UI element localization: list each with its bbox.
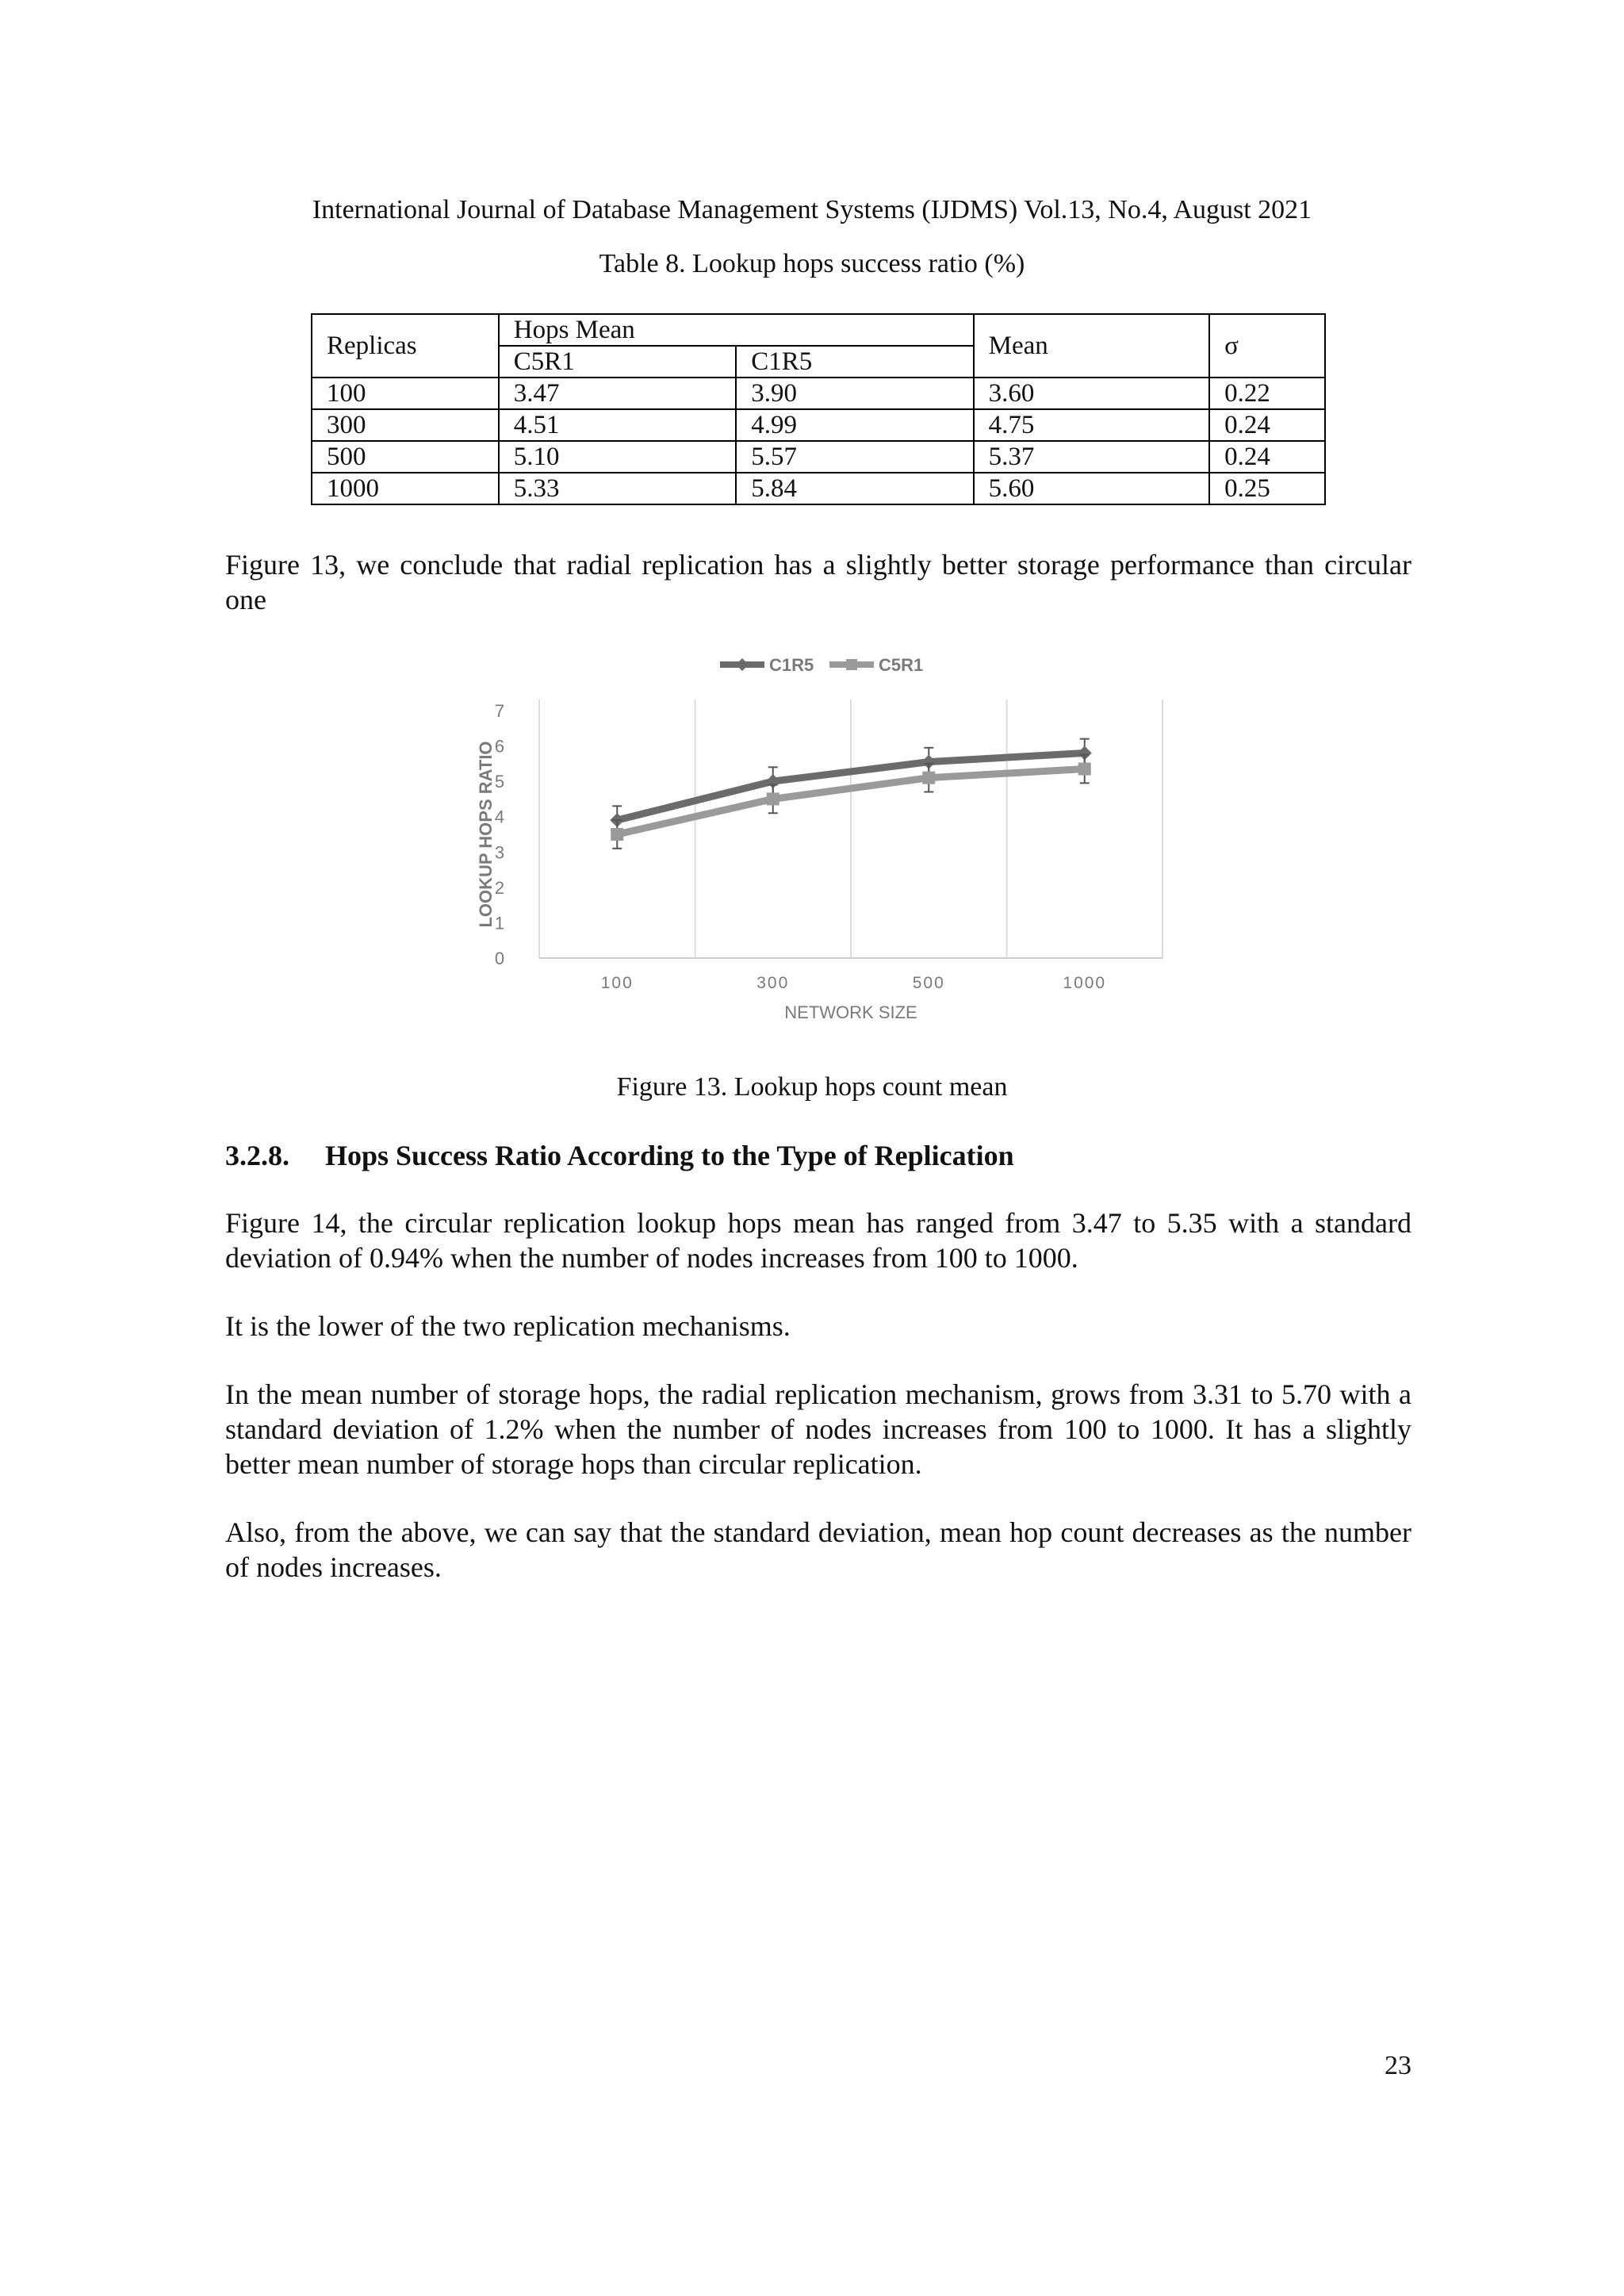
section-number: 3.2.8. (225, 1140, 289, 1171)
body-paragraph: In the mean number of storage hops, the radial replication mechanism, grows from 3.31 to 5.70 with a standard deviation of 1.2% when the number of nodes increases from 100 to 1000. It has a slightly better mean number of storage hops than circular replication. (225, 1378, 1411, 1480)
table-cell: 4.99 (736, 409, 973, 441)
table-row (312, 441, 1325, 473)
table-cell: 5.37 (974, 441, 1209, 473)
page-number: 23 (1385, 2051, 1411, 2080)
y-tick-label: 0 (494, 949, 505, 968)
x-tick-label: 100 (600, 974, 634, 992)
table-cell: 1000 (312, 473, 499, 504)
table-row (312, 378, 1325, 409)
lookup-hops-chart (468, 642, 1182, 1031)
hops-table (311, 313, 1326, 505)
table-row (312, 473, 1325, 504)
y-tick-label: 3 (494, 842, 505, 863)
legend-marker (736, 658, 749, 671)
header-mean: Mean (974, 314, 1209, 378)
section-heading (225, 1139, 1014, 1172)
table-cell: 300 (312, 409, 499, 441)
x-axis-title: NETWORK SIZE (784, 1002, 917, 1022)
y-tick-label: 4 (494, 807, 505, 827)
running-header: International Journal of Database Management Systems (IJDMS) Vol.13, No.4, August 2021 (312, 195, 1312, 224)
table-cell: 5.10 (499, 441, 736, 473)
y-tick-label: 7 (494, 701, 505, 721)
table-cell: 3.47 (499, 378, 736, 409)
table-cell: 0.22 (1209, 378, 1325, 409)
intro-paragraph: Figure 13, we conclude that radial replication has a slightly better storage performance than circular one (225, 549, 1411, 615)
table-row (312, 409, 1325, 441)
body-paragraph: Figure 14, the circular replication lookup hops mean has ranged from 3.47 to 5.35 with a standard deviation of 0.94% when the number of nodes increases from 100 to 1000. (225, 1207, 1411, 1274)
table-cell: 4.51 (499, 409, 736, 441)
y-tick-label: 2 (494, 877, 505, 898)
table-cell: 5.60 (974, 473, 1209, 504)
table-cell: 5.57 (736, 441, 973, 473)
table-header-row (312, 314, 1325, 346)
data-point-c5r1 (611, 828, 623, 841)
legend-label: C1R5 (769, 655, 814, 675)
figure-caption: Figure 13. Lookup hops count mean (616, 1072, 1008, 1102)
header-c1r5: C1R5 (736, 346, 973, 378)
header-sigma: σ (1209, 314, 1325, 378)
header-c5r1: C5R1 (499, 346, 736, 378)
body-paragraph: It is the lower of the two replication mechanisms. (225, 1310, 791, 1342)
table-cell: 5.33 (499, 473, 736, 504)
data-point-c5r1 (767, 792, 779, 805)
header-replicas: Replicas (312, 314, 499, 378)
legend-marker (846, 659, 857, 670)
table-cell: 3.60 (974, 378, 1209, 409)
legend-label: C5R1 (879, 655, 924, 675)
table-cell: 4.75 (974, 409, 1209, 441)
table-cell: 0.24 (1209, 441, 1325, 473)
y-tick-label: 1 (494, 913, 505, 933)
body-paragraph: Also, from the above, we can say that the standard deviation, mean hop count decreases as the number of nodes increases. (225, 1516, 1411, 1583)
data-point-c5r1 (922, 772, 935, 784)
x-tick-label: 1000 (1063, 974, 1107, 992)
table-cell: 0.25 (1209, 473, 1325, 504)
table-cell: 5.84 (736, 473, 973, 504)
y-tick-label: 6 (494, 736, 505, 757)
table-cell: 500 (312, 441, 499, 473)
data-point-c5r1 (1078, 763, 1091, 776)
y-axis-title: LOOKUP HOPS RATIO (476, 741, 496, 928)
section-title: Hops Success Ratio According to the Type of Replication (325, 1140, 1014, 1171)
table-cell: 3.90 (736, 378, 973, 409)
table-caption: Table 8. Lookup hops success ratio (%) (599, 249, 1025, 278)
y-tick-label: 5 (494, 772, 505, 792)
x-tick-label: 500 (912, 974, 945, 992)
table-cell: 0.24 (1209, 409, 1325, 441)
header-hops-mean: Hops Mean (499, 314, 974, 346)
x-tick-label: 300 (756, 974, 790, 992)
table-cell: 100 (312, 378, 499, 409)
